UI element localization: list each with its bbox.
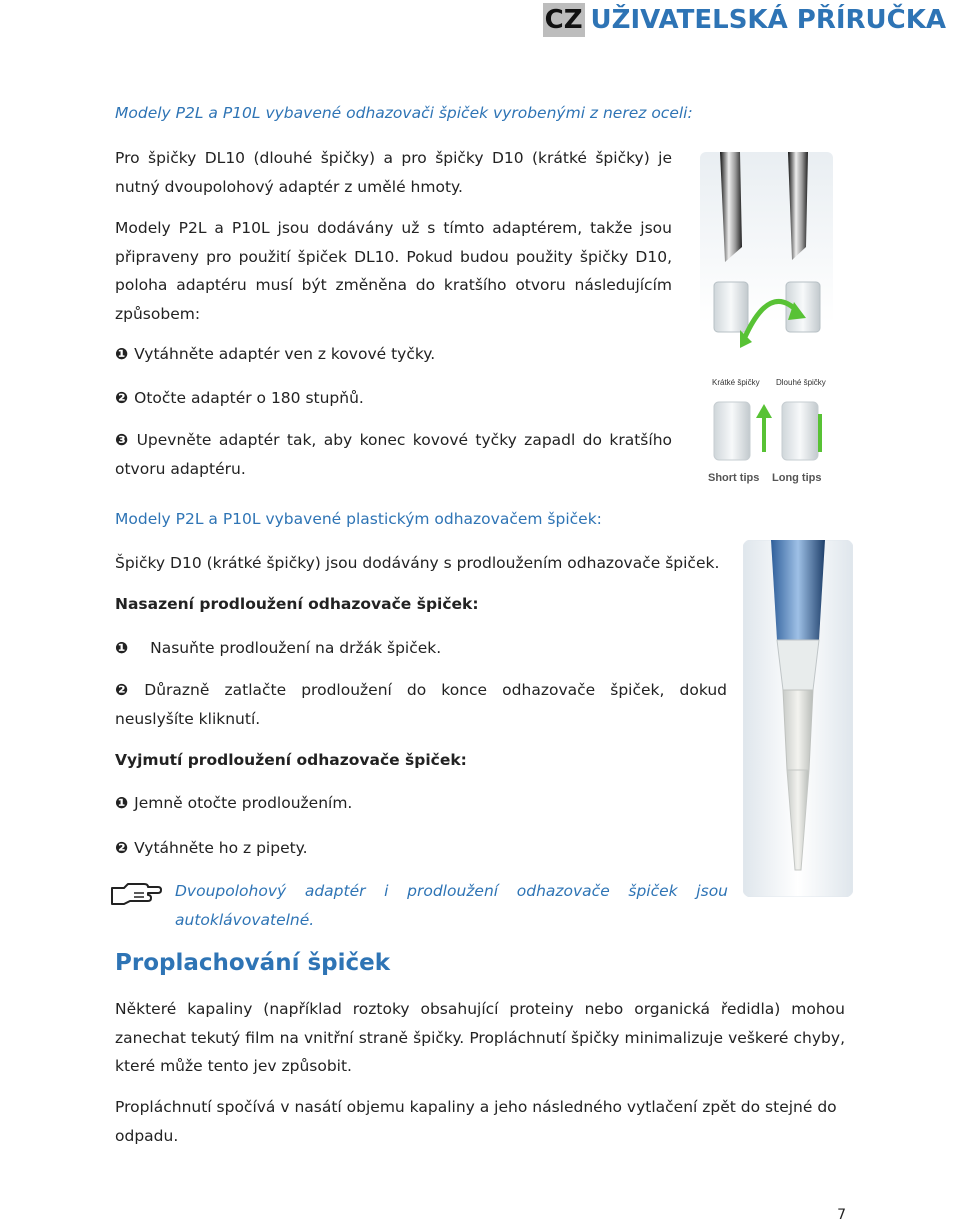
step-text: Nasuňte prodloužení na držák špiček. [150,639,442,657]
section2-subheading-1: Nasazení prodloužení odhazovače špiček: [115,595,479,613]
section1-step-1 [115,340,672,369]
step-number: ❷ [115,839,129,857]
section3-para1: Některé kapaliny (například roztoky obsahující proteiny nebo organická ředidla) mohou zanechat tekutý film na vnitřní straně špičky. Propláchnutí špičky minimalizuje veškeré chyby, které může tento jev způsobit. [115,1000,845,1075]
svg-text:Krátké špičky: Krátké špičky [712,378,760,387]
document-title: UŽIVATELSKÁ PŘÍRUČKA [590,5,946,35]
section1-para2: Modely P2L a P10L jsou dodávány už s tímto adaptérem, takže jsou připraveny pro použití špiček DL10. Pokud budou použity špičky D10, poloha adaptéru musí být změněna do kratšího otvoru následujícím způsobem: [115,219,672,323]
step-text: Upevněte adaptér tak, aby konec kovové tyčky zapadl do kratšího otvoru adaptéru. [115,431,672,478]
svg-text:Dlouhé špičky: Dlouhé špičky [776,378,826,387]
section2-step-2 [115,676,727,733]
section2-para1: Špičky D10 (krátké špičky) jsou dodávány s prodloužením odhazovače špiček. [115,554,720,572]
step-number: ❷ [115,681,139,699]
step-text: Vytáhněte adaptér ven z kovové tyčky. [134,345,436,363]
language-badge: CZ [544,5,583,35]
step-number: ❶ [115,345,129,363]
section3-para2: Propláchnutí spočívá v nasátí objemu kapaliny a jeho následného vytlačení zpět do stejné do odpadu. [115,1098,837,1145]
section1-heading: Modely P2L a P10L vybavené odhazovači špiček vyrobenými z nerez oceli: [115,104,693,122]
section2-subheading-2: Vyjmutí prodloužení odhazovače špiček: [115,751,467,769]
section1-para1: Pro špičky DL10 (dlouhé špičky) a pro špičky D10 (krátké špičky) je nutný dvoupolohový adaptér z umělé hmoty. [115,149,672,196]
step-number: ❷ [115,389,129,407]
svg-text:Long tips: Long tips [772,472,822,484]
svg-text:Short tips: Short tips [708,472,760,484]
step-text: Důrazně zatlačte prodloužení do konce odhazovače špiček, dokud neuslyšíte kliknutí. [115,681,727,728]
section3-heading: Proplachování špiček [115,950,391,976]
section2-step-3 [115,789,715,818]
section1-step-2 [115,384,672,413]
ejector-extension-photo [743,540,853,897]
note-text: Dvoupolohový adaptér i prodloužení odhazovače špiček jsou autoklávovatelné. [175,882,728,929]
section2-heading: Modely P2L a P10L vybavené plastickým odhazovačem špiček: [115,510,602,528]
page-number: 7 [837,1207,846,1223]
step-number: ❶ [115,794,129,812]
adapter-photo [700,152,833,495]
section2-step-4 [115,834,715,863]
step-number: ❸ [115,431,131,449]
section1-step-3 [115,426,672,483]
step-text: Otočte adaptér o 180 stupňů. [134,389,364,407]
step-text: Jemně otočte prodloužením. [134,794,353,812]
page-header [543,2,960,38]
section2-step-1 [115,634,715,663]
pointing-hand-icon [110,880,162,906]
step-text: Vytáhněte ho z pipety. [134,839,308,857]
step-number: ❶ [115,639,129,657]
